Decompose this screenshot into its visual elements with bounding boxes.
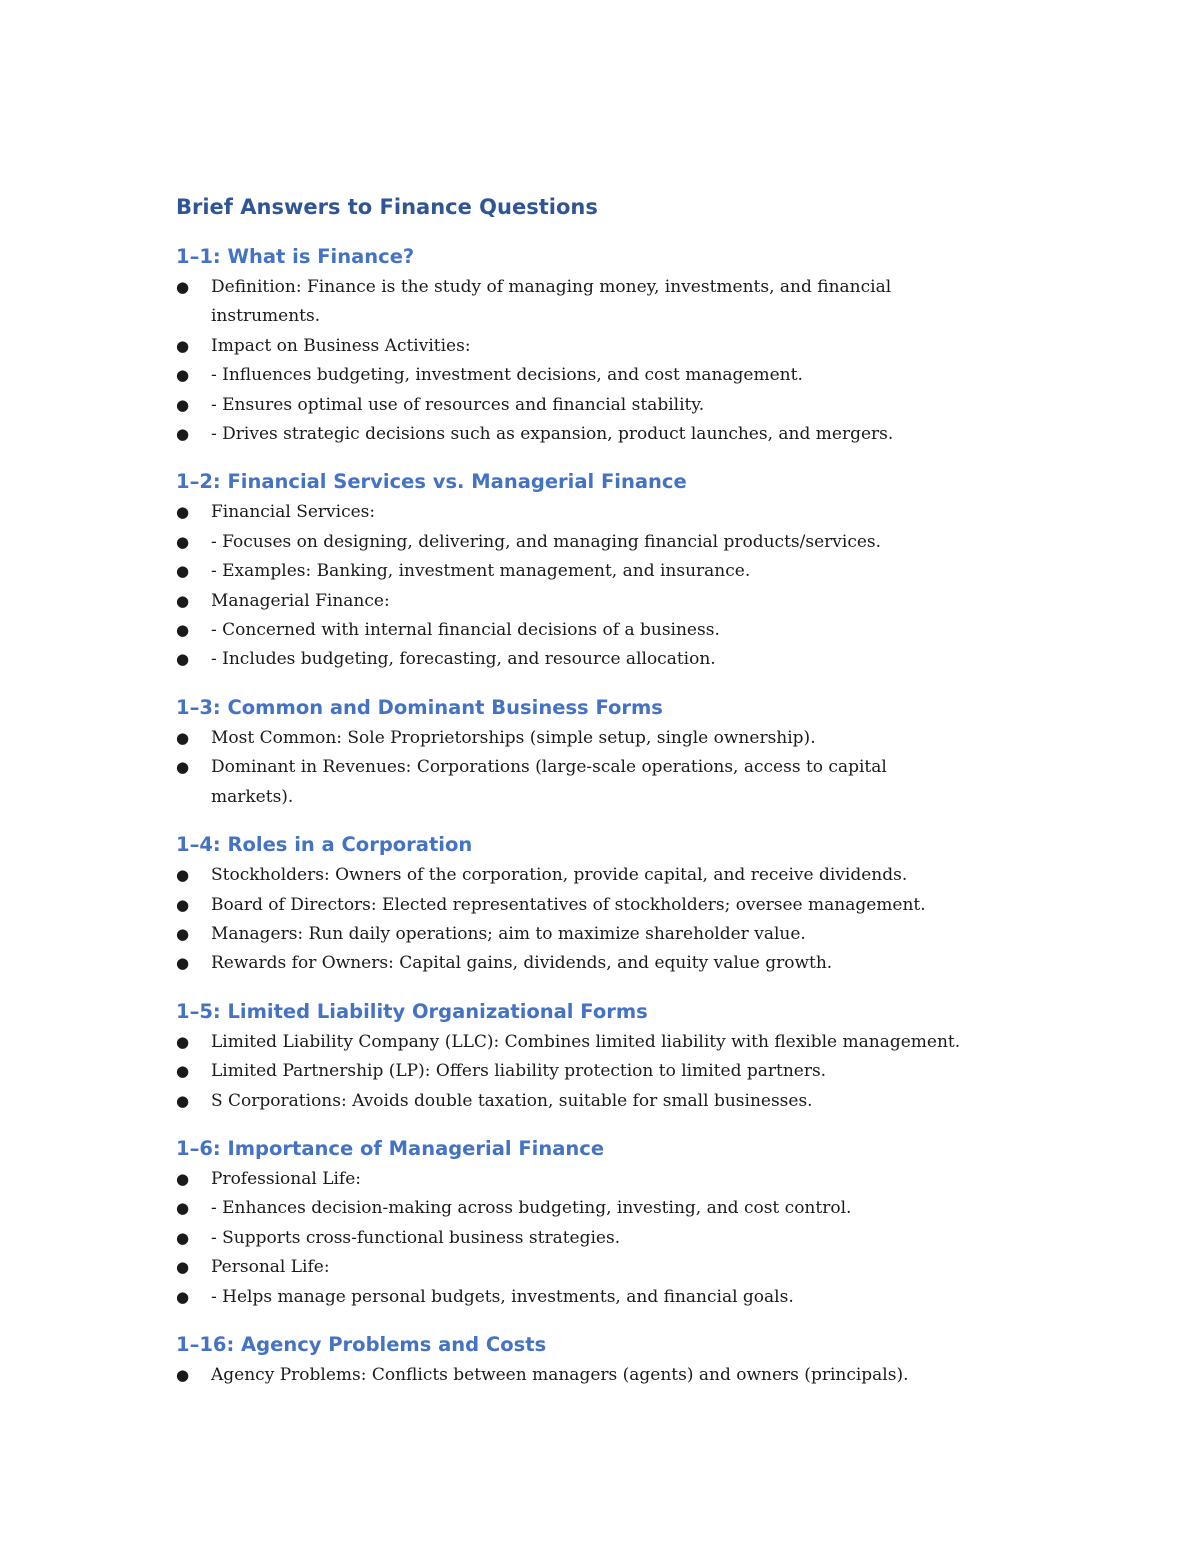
bullet-icon: ● <box>176 1258 190 1277</box>
list-item: ● - Includes budgeting, forecasting, and resource allocation. <box>176 645 1076 674</box>
bullet-icon: ● <box>176 336 190 355</box>
bullet-icon: ● <box>176 895 190 914</box>
list-item: ● - Examples: Banking, investment management, and insurance. <box>176 557 1076 586</box>
bullet-icon: ● <box>176 425 190 444</box>
bullet-icon: ● <box>176 650 190 669</box>
list-item: ● Limited Partnership (LP): Offers liability protection to limited partners. <box>176 1057 1076 1086</box>
bullet-list <box>176 1361 1076 1390</box>
list-item: ● - Enhances decision-making across budgeting, investing, and cost control. <box>176 1194 1076 1223</box>
list-item: ● Board of Directors: Elected representatives of stockholders; oversee management. <box>176 891 1076 920</box>
bullet-icon: ● <box>176 503 190 522</box>
list-item: ● S Corporations: Avoids double taxation, suitable for small businesses. <box>176 1087 1076 1116</box>
document-page <box>176 190 1076 1390</box>
list-item: ● Impact on Business Activities: <box>176 332 1076 361</box>
list-item: ● - Helps manage personal budgets, investments, and financial goals. <box>176 1283 1076 1312</box>
section-heading: 1–2: Financial Services vs. Managerial Finance <box>176 470 687 494</box>
bullet-icon: ● <box>176 1199 190 1218</box>
bullet-list <box>176 273 1076 449</box>
bullet-list <box>176 1165 1076 1312</box>
list-item: ● - Concerned with internal financial decisions of a business. <box>176 616 1076 645</box>
list-item: ● - Supports cross-functional business strategies. <box>176 1224 1076 1253</box>
bullet-icon: ● <box>176 1365 190 1384</box>
list-item: ● Managers: Run daily operations; aim to maximize shareholder value. <box>176 920 1076 949</box>
section-heading: 1–5: Limited Liability Organizational Forms <box>176 999 648 1023</box>
section-1-5 <box>176 996 1076 1116</box>
list-item: ● Professional Life: <box>176 1165 1076 1194</box>
bullet-icon: ● <box>176 866 190 885</box>
bullet-icon: ● <box>176 591 190 610</box>
bullet-icon: ● <box>176 366 190 385</box>
list-item: ● - Influences budgeting, investment decisions, and cost management. <box>176 361 1076 390</box>
bullet-icon: ● <box>176 924 190 943</box>
list-item: ● - Focuses on designing, delivering, and managing financial products/services. <box>176 528 1076 557</box>
section-heading: 1–16: Agency Problems and Costs <box>176 1332 547 1356</box>
list-item: ● Limited Liability Company (LLC): Combines limited liability with flexible management. <box>176 1028 1076 1057</box>
bullet-icon: ● <box>176 621 190 640</box>
bullet-icon: ● <box>176 562 190 581</box>
list-item: ● Rewards for Owners: Capital gains, dividends, and equity value growth. <box>176 949 1076 978</box>
list-item: ● Agency Problems: Conflicts between managers (agents) and owners (principals). <box>176 1361 1076 1390</box>
bullet-list <box>176 724 1076 812</box>
bullet-icon: ● <box>176 1228 190 1247</box>
section-1-1 <box>176 241 1076 449</box>
bullet-list <box>176 1028 1076 1116</box>
bullet-icon: ● <box>176 728 190 747</box>
section-heading: 1–3: Common and Dominant Business Forms <box>176 695 663 719</box>
bullet-icon: ● <box>176 395 190 414</box>
section-1-4 <box>176 829 1076 979</box>
bullet-icon: ● <box>176 954 190 973</box>
section-1-16 <box>176 1329 1076 1390</box>
bullet-icon: ● <box>176 758 190 777</box>
list-item: ● Managerial Finance: <box>176 587 1076 616</box>
list-item: ● Financial Services: <box>176 498 1076 527</box>
list-item: ● - Ensures optimal use of resources and financial stability. <box>176 391 1076 420</box>
section-heading: 1–1: What is Finance? <box>176 245 415 268</box>
section-1-3 <box>176 692 1076 812</box>
section-heading: 1–6: Importance of Managerial Finance <box>176 1136 605 1160</box>
list-item: ● Definition: Finance is the study of managing money, investments, and financial instruments. <box>176 273 1076 332</box>
bullet-icon: ● <box>176 1169 190 1188</box>
bullet-icon: ● <box>176 1287 190 1306</box>
list-item: ● Stockholders: Owners of the corporation, provide capital, and receive dividends. <box>176 861 1076 890</box>
section-heading: 1–4: Roles in a Corporation <box>176 833 473 857</box>
bullet-icon: ● <box>176 532 190 551</box>
bullet-icon: ● <box>176 1091 190 1110</box>
list-item: ● Dominant in Revenues: Corporations (large-scale operations, access to capital markets). <box>176 753 1076 812</box>
bullet-list <box>176 498 1076 674</box>
section-1-6 <box>176 1133 1076 1312</box>
document-title: Brief Answers to Finance Questions <box>176 195 598 219</box>
list-item: ● Most Common: Sole Proprietorships (simple setup, single ownership). <box>176 724 1076 753</box>
bullet-icon: ● <box>176 1062 190 1081</box>
section-1-2 <box>176 466 1076 674</box>
bullet-icon: ● <box>176 1032 190 1051</box>
bullet-icon: ● <box>176 278 190 296</box>
bullet-list <box>176 861 1076 979</box>
list-item: ● - Drives strategic decisions such as expansion, product launches, and mergers. <box>176 420 1076 449</box>
list-item: ● Personal Life: <box>176 1253 1076 1282</box>
